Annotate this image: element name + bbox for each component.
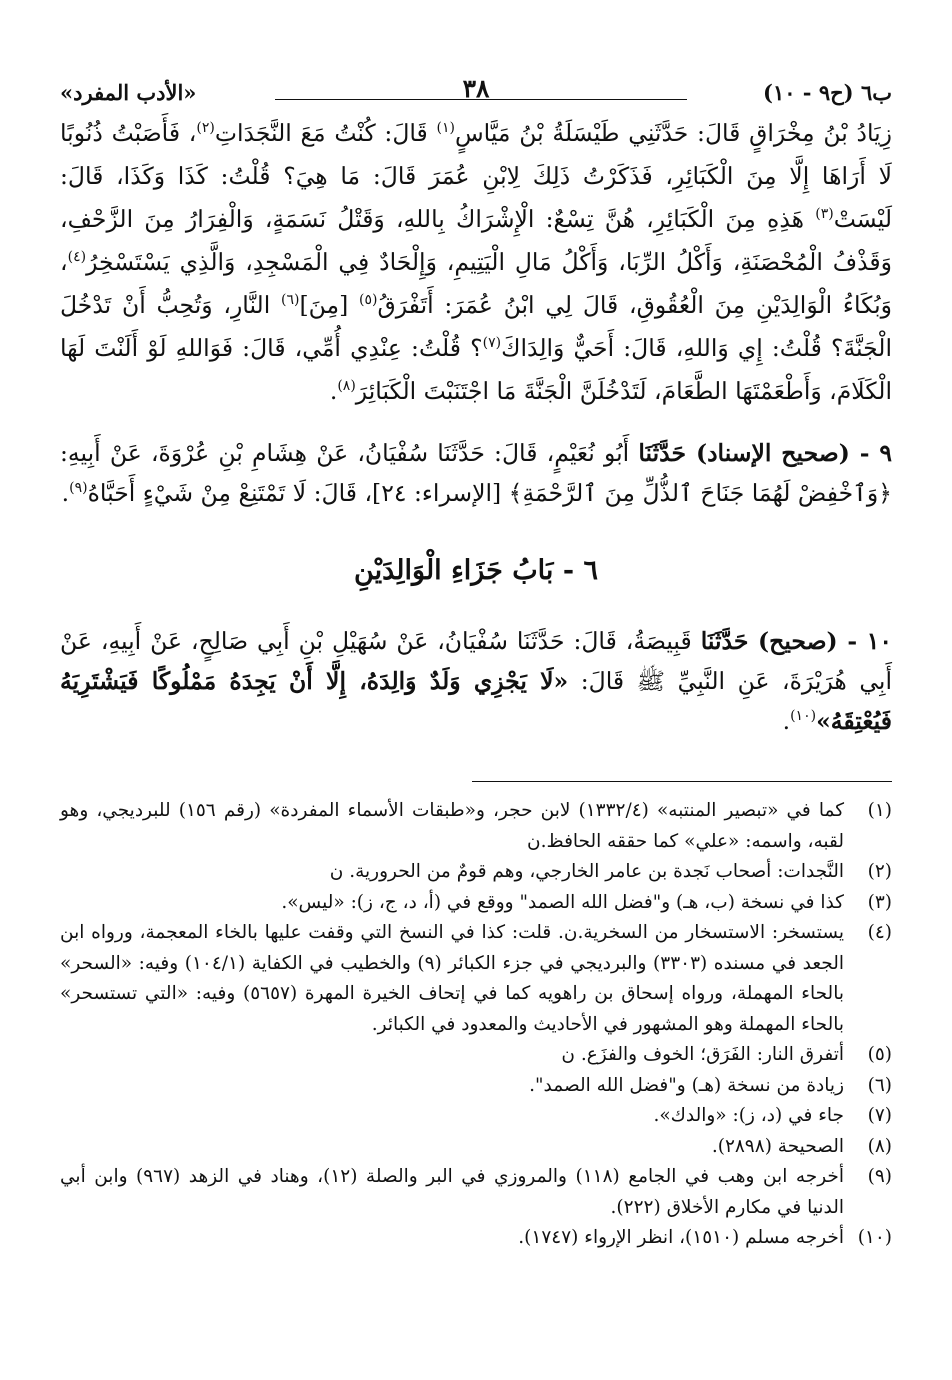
page-number: ٣٨ [462, 74, 490, 103]
footnote-ref[interactable]: (٦) [280, 292, 300, 309]
text-segment: النَّارِ، وَتُحِبُّ أَنْ تَدْخُلَ الْجَنَّةَ؟ قُلْتُ: إِي وَاللهِ، قَالَ: أَحَيٌّ وَالِدَاكَ [60, 291, 892, 362]
prophetic-quote: «لَا يَجْزِي وَلَدٌ وَالِدَهُ، إِلَّا أَنْ يَجِدَهُ مَمْلُوكًا فَيَشْتَرِيَهُ فَيُعْتِقَهُ» [60, 667, 892, 735]
footnote-number: (١٠) [857, 1227, 892, 1248]
footnote-ref[interactable]: (١٠) [790, 708, 817, 725]
footnote-number: (٩) [867, 1166, 892, 1187]
footnote-text: أخرجه ابن وهب في الجامع (١١٨) والمروزي في البر والصلة (١٢)، وهناد في الزهد (٩٦٧) وابن أبي الدنيا في مكارم الأخلاق (٢٢٢). [60, 1166, 844, 1218]
footnote-ref[interactable]: (٨) [337, 378, 356, 395]
haddathana: حَدَّثَنَا [638, 439, 696, 467]
footnote-ref[interactable]: (٧) [482, 335, 502, 352]
hadith-10 [60, 621, 892, 741]
footnote-ref[interactable]: (٤) [67, 249, 87, 266]
running-header [60, 72, 892, 112]
footnote-number: (٢) [867, 861, 892, 882]
footnote-item [60, 918, 892, 1040]
footnote-ref[interactable]: (٩) [69, 480, 88, 497]
footnote-ref[interactable]: (٣) [815, 206, 834, 223]
footnote-item [60, 1101, 892, 1132]
text-segment: هَذِهِ مِنَ الْكَبَائِرِ، هُنَّ تِسْعٌ: الْإِشْرَاكُ بِاللهِ، وَقَتْلُ نَسَمَةٍ، وَالْفِرَارُ مِنَ الزَّحْفِ، وَقَذْفُ الْمُحْصَنَةِ، وَأَكْلُ الرِّبَا، وَأَكْلُ مَالِ الْيَتِيمِ، وَإِلْحَادٌ فِي الْمَسْجِدِ، وَالَّذِي يَسْتَسْخِرُ [60, 205, 892, 276]
footnote-item [60, 796, 892, 857]
footnote-item [60, 1132, 892, 1163]
footnote-number: (٧) [867, 1105, 892, 1126]
footnote-text: الصحيحة (٢٨٩٨). [711, 1135, 844, 1157]
footnote-ref[interactable]: (٥) [359, 292, 378, 309]
text-segment: [مِنَ] [299, 291, 360, 319]
footnote-text: كذا في نسخة (ب، هـ) و"فضل الله الصمد" ووقع في (أ، د، ج، ز): «ليس». [281, 891, 844, 913]
chapter-heading: ٦ - بَابُ جَزَاءِ الْوَالِدَيْنِ [354, 555, 598, 586]
footnote-number: (٤) [867, 922, 892, 943]
hadith-number: ٩ - [849, 439, 892, 467]
hadith-8-continuation [60, 112, 892, 413]
hadith-grade: (صحيح) [758, 627, 838, 655]
footnote-item [60, 1162, 892, 1223]
text-segment: ؟ قُلْتُ: عِنْدِي أُمِّي، قَالَ: فَوَاللهِ لَوْ أَلَنْتَ لَهَا الْكَلَامَ، وَأَطْعَمْتَهَا الطَّعَامَ، لَتَدْخُلَنَّ الْجَنَّةَ مَا اجْتَنَبْتَ الْكَبَائِرَ [60, 334, 892, 405]
footnote-number: (٥) [867, 1044, 892, 1065]
hadith-9 [60, 433, 892, 513]
text-segment: . [61, 479, 70, 507]
chapter-reference: ب٦ (ح٩ - ١٠) [763, 80, 892, 105]
footnote-item [60, 1071, 892, 1102]
text-segment: ، فَأَصَبْتُ ذُنُوبًا لَا أَرَاهَا إِلَّا مِنَ الْكَبَائِرِ، فَذَكَرْتُ ذَلِكَ لِابْنِ عُمَرَ قَالَ: مَا هِيَ؟ قُلْتُ: كَذَا وَكَذَا، قَالَ: لَيْسَتْ [60, 119, 892, 233]
header-rule-left [275, 99, 475, 100]
footnote-number: (٣) [867, 891, 892, 913]
hadith-grade: (صحيح الإسناد) [695, 439, 850, 467]
footnote-number: (٦) [867, 1074, 892, 1096]
footnote-text: يستسخر: الاستسخار من السخرية.ن. قلت: كذا في النسخ التي وقفت عليها بالخاء المعجمة، ورواه ابن الجعد في مسنده (٣٣٠٣) والبرديجي في جزء الكبائر (٩) والخطيب في الكفاية (١٠٤/١) وفيه: «السحر» بالحاء المهملة، ورواه إسحاق بن راهويه كما في إتحاف الخيرة المهرة (٥٦٥٧) وفيه: «التي تستسحر» بالحاء المهملة وهو المشهور في الأحاديث والمعدود في الكبائر. [60, 922, 844, 1035]
footnote-separator [472, 781, 892, 782]
footnote-number: (١) [867, 800, 892, 821]
footnote-text: أتفرق النار: الفَرَق؛ الخوف والفزَع. ن [561, 1044, 844, 1065]
footnote-ref[interactable]: (٢) [196, 120, 215, 137]
hadith-number: ١٠ - [837, 627, 893, 655]
footnote-ref[interactable]: (١) [436, 120, 455, 137]
text-segment: زِيَادُ بْنُ مِخْرَاقٍ قَالَ: حَدَّثَنِي طَيْسَلَةُ بْنُ مَيَّاسٍ [454, 119, 893, 147]
footnotes [60, 796, 892, 1254]
main-text [60, 112, 892, 413]
footnote-text: كما في «تبصير المنتبه» (١٣٣٢/٤) لابن حجر، و«طبقات الأسماء المفردة» (رقم ١٥٦) للبرديجي، وهو لقبه، واسمه: «علي» كما حققه الحافظ.ن [60, 800, 845, 852]
hadith-body: أَبُو نُعَيْمٍ، قَالَ: حَدَّثَنَا سُفْيَانُ، عَنْ هِشَامِ بْنِ عُرْوَةَ، عَنْ أَبِيهِ: ﴿وَٱخْفِضْ لَهُمَا جَنَاحَ ٱلذُّلِّ مِنَ ٱلرَّحْمَةِ﴾ [الإسراء: ٢٤]، قَالَ: لَا تَمْتَنِعْ مِنْ شَيْءٍ أَحَبَّاهُ [60, 439, 892, 507]
footnote-item [60, 1040, 892, 1071]
footnote-item [60, 857, 892, 888]
hadith-body: قَبِيصَةُ، قَالَ: حَدَّثَنَا سُفْيَانُ، عَنْ سُهَيْلِ بْنِ أَبِي صَالِحٍ، عَنْ أَبِيهِ، عَنْ أَبِي هُرَيْرَةَ، عَنِ النَّبِيِّ ﷺ قَالَ: [60, 627, 892, 695]
text-segment: قَالَ: كُنْتُ مَعَ النَّجَدَاتِ [214, 119, 437, 147]
text-segment: . [329, 377, 338, 405]
text-segment: . [782, 707, 791, 735]
book-title: «الأدب المفرد» [60, 80, 197, 105]
footnote-text: أخرجه مسلم (١٥١٠)، انظر الإرواء (١٧٤٧). [518, 1227, 844, 1248]
footnote-number: (٨) [867, 1135, 892, 1157]
text-segment: ، وَبُكَاءُ الْوَالِدَيْنِ مِنَ الْعُقُوقِ، قَالَ لِي ابْنُ عُمَرَ: أَتَفْرَقُ [60, 248, 892, 319]
footnote-item [60, 888, 892, 919]
footnote-text: زيادة من نسخة (هـ) و"فضل الله الصمد". [529, 1074, 844, 1096]
footnote-text: النَّجدات: أصحاب نَجدة بن عامر الخارجي، وهم قومٌ من الحرورية. ن [329, 861, 844, 882]
footnote-item [60, 1223, 892, 1254]
haddathana: حَدَّثَنَا [700, 627, 759, 655]
footnote-text: جاء في (د، ز): «والدك». [653, 1105, 844, 1126]
hadith-9-text [60, 433, 892, 513]
hadith-10-text [60, 621, 892, 741]
